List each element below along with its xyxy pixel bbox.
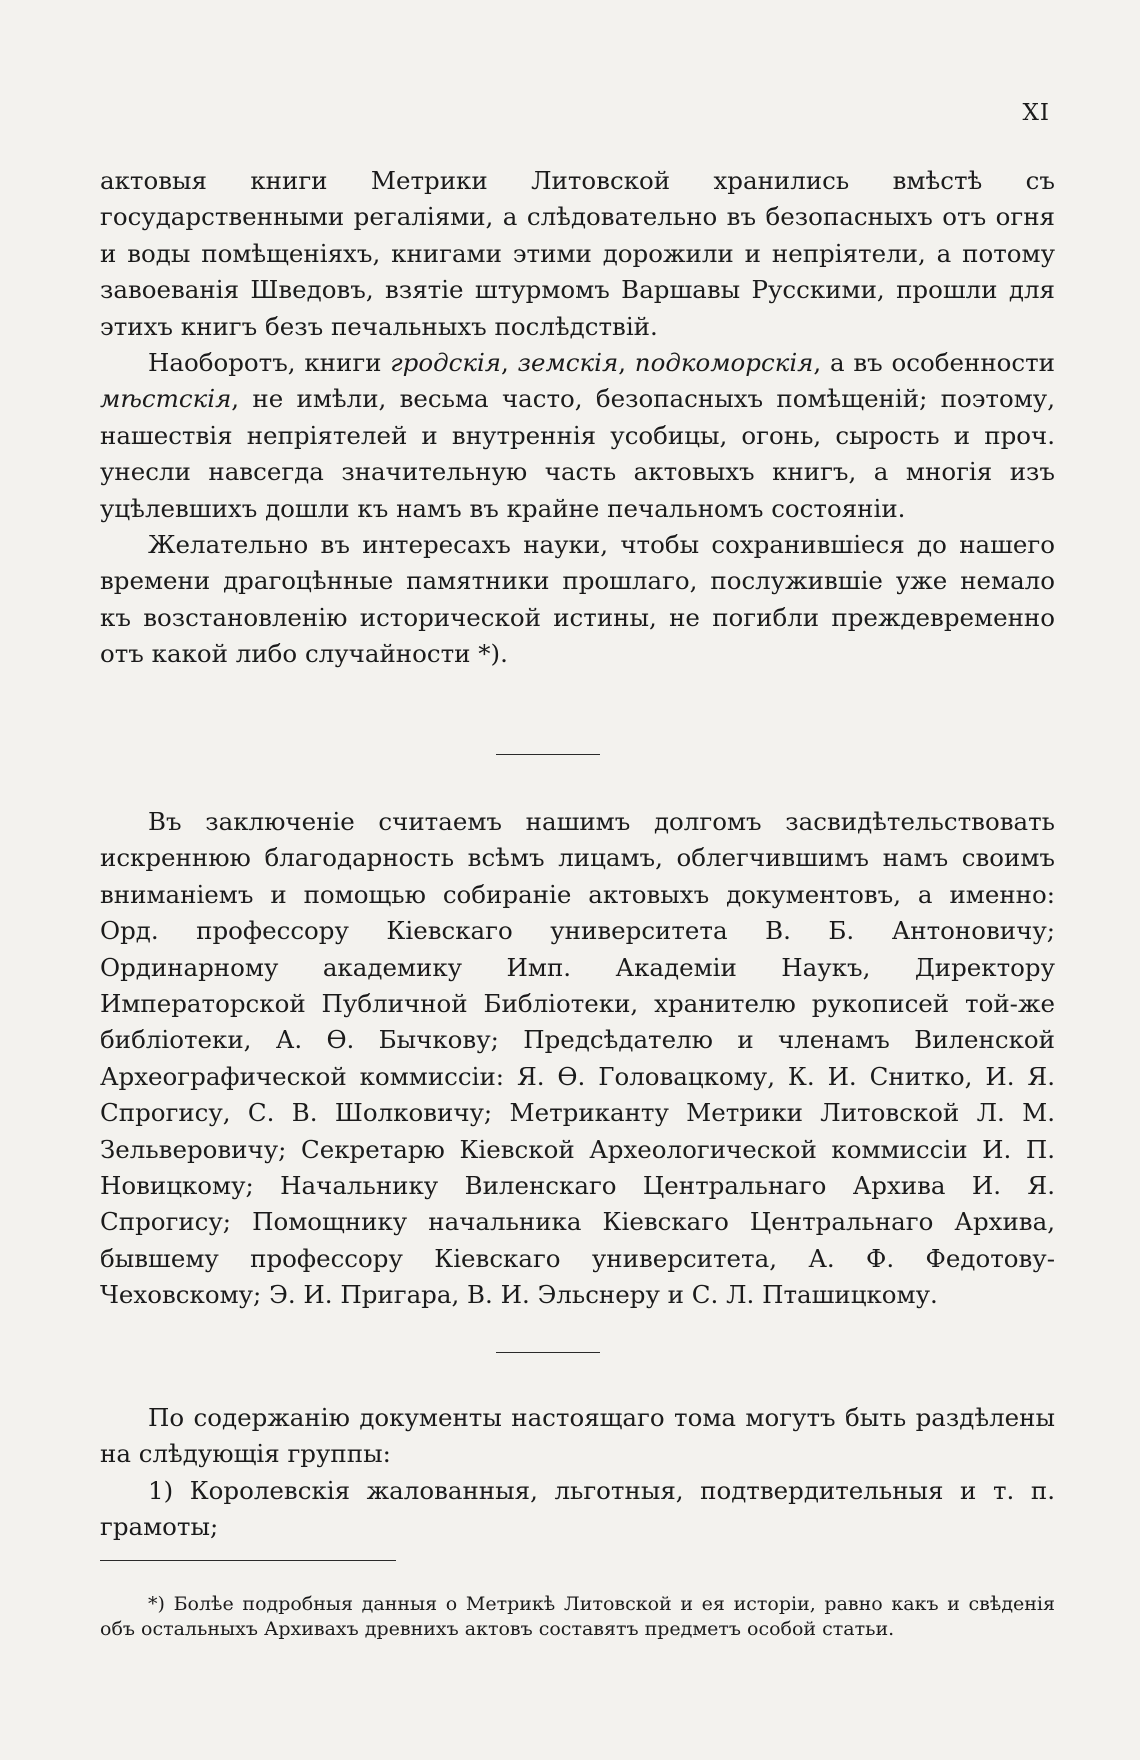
text-run: ,	[618, 348, 635, 378]
section-document-groups	[100, 1400, 1055, 1546]
footnote	[100, 1592, 1055, 1642]
italic-term: подкоморскія	[634, 348, 814, 378]
paragraph: актовыя книги Метрики Литовской хранились вмѣстѣ съ государственными регаліями, а слѣдовательно въ безопасныхъ отъ огня и воды помѣщеніяхъ, книгами этими дорожили и непріятели, а потому завоеванія Шведовъ, взятіе штурмомъ Варшавы Русскими, прошли для этихъ книгъ безъ печальныхъ послѣдствій.	[100, 166, 1055, 341]
page-number: XI	[1022, 100, 1050, 126]
section-divider	[496, 1352, 600, 1353]
section-archive-preservation	[100, 163, 1055, 673]
paragraph	[100, 345, 1055, 527]
italic-term: земскія	[517, 348, 619, 378]
section-divider	[496, 754, 600, 755]
italic-term: мѣстскія	[100, 384, 232, 414]
text-run: , не имѣли, весьма часто, безопасныхъ помѣщеній; поэтому, нашествія непріятелей и внутреннія усобицы, огонь, сырость и проч. унесли навсегда значительную часть актовыхъ книгъ, а многія изъ уцѣлевшихъ дошли къ намъ въ крайне печальномъ состояніи.	[100, 384, 1055, 523]
paragraph: По содержанію документы настоящаго тома могутъ быть раздѣлены на слѣдующія группы:	[100, 1403, 1055, 1469]
footnote-text: *) Болѣе подробныя данныя о Метрикѣ Литовской и ея исторіи, равно какъ и свѣденія объ остальныхъ Архивахъ древнихъ актовъ составятъ предметъ особой статьи.	[100, 1593, 1055, 1640]
footnote-rule	[100, 1560, 396, 1561]
paragraph: Въ заключеніе считаемъ нашимъ долгомъ засвидѣтельствовать искреннюю благодарность всѣмъ лицамъ, облегчившимъ намъ своимъ вниманіемъ и помощью собираніе актовыхъ документовъ, а именно: Орд. профессору Кіевскаго университета В. Б. Антоновичу; Ординарному академику Имп. Академіи Наукъ, Директору Императорской Публичной Библіотеки, хранителю рукописей той-же библіотеки, А. Ѳ. Бычкову; Предсѣдателю и членамъ Виленской Археографической коммиссіи: Я. Ѳ. Головацкому, К. И. Снитко, И. Я. Спрогису, С. В. Шолковичу; Метриканту Метрики Литовской Л. М. Зельверовичу; Секретарю Кіевской Археологической коммиссіи И. П. Новицкому; Начальнику Виленскаго Центральнаго Архива И. Я. Спрогису; Помощнику начальника Кіевскаго Центральнаго Архива, бывшему профессору Кіевскаго университета, А. Ф. Федотову-Чеховскому; Э. И. Пригара, В. И. Эльснеру и С. Л. Пташицкому.	[100, 807, 1055, 1310]
section-acknowledgements	[100, 804, 1055, 1314]
text-run: Наоборотъ, книги	[148, 348, 391, 378]
italic-term: гродскія	[390, 348, 502, 378]
text-run: , а въ особенности	[813, 348, 1056, 378]
text-run: ,	[501, 348, 518, 378]
paragraph: Желательно въ интересахъ науки, чтобы сохранившіеся до нашего времени драгоцѣнные памятники прошлаго, послужившіе уже немало къ возстановленію исторической истины, не погибли преждевременно отъ какой либо случайности *).	[100, 530, 1055, 669]
list-item: 1) Королевскія жалованныя, льготныя, подтвердительныя и т. п. грамоты;	[100, 1475, 1055, 1542]
